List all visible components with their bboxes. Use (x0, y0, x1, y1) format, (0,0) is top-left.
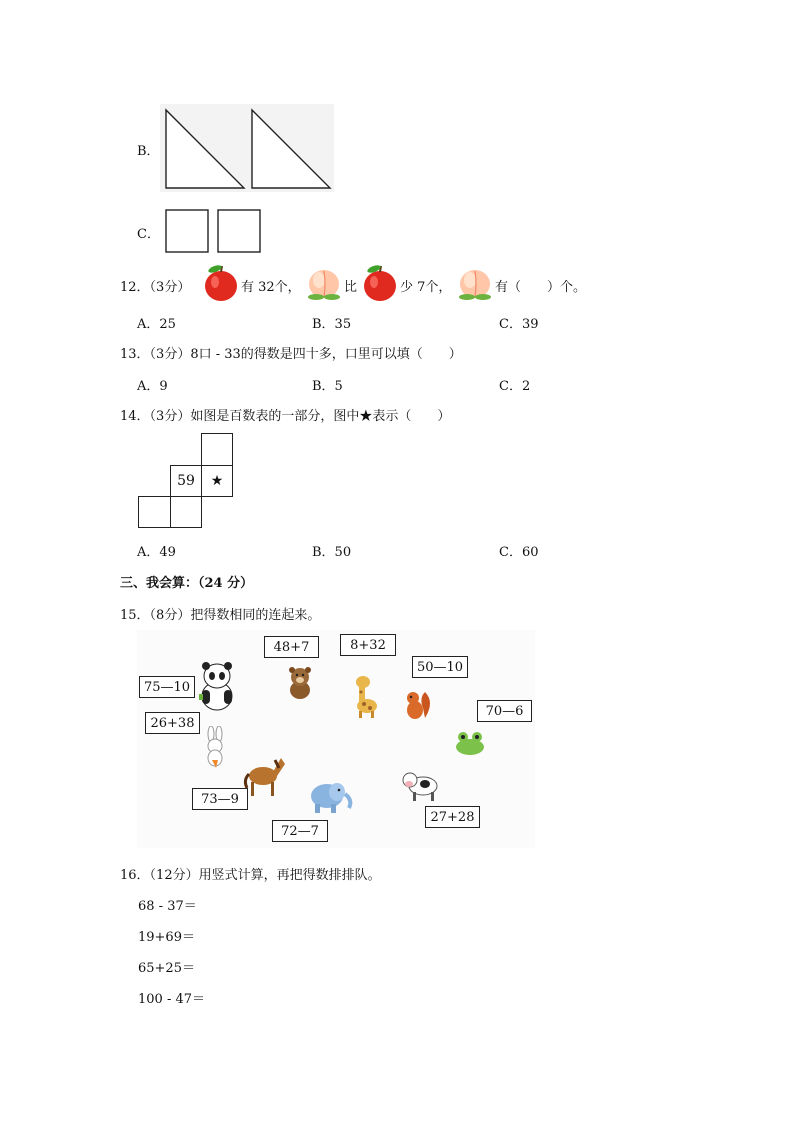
q12-option-a[interactable]: A．25 (137, 317, 176, 332)
chart-cell (138, 496, 171, 528)
q14-option-c[interactable]: C．60 (499, 545, 539, 560)
calc-problem-4: 100 - 47＝ (138, 992, 206, 1007)
q13-option-c[interactable]: C．2 (499, 379, 531, 394)
cow-icon[interactable] (401, 768, 439, 802)
calc-problem-1: 68 - 37＝ (138, 899, 197, 914)
calc-problem-2: 19+69＝ (138, 930, 195, 945)
q14-option-a[interactable]: A．49 (137, 545, 176, 560)
star-icon: ★ (210, 473, 224, 489)
calc-problem-3: 65+25＝ (138, 961, 195, 976)
expr-box[interactable]: 48+7 (264, 636, 319, 658)
option-b-label: B． (137, 144, 160, 159)
chart-cell-star (201, 465, 233, 497)
q16-text: 16．（12分）用竖式计算，再把得数排排队。 (120, 868, 381, 883)
matching-area (137, 630, 535, 848)
squirrel-icon[interactable] (403, 688, 433, 722)
rabbit-icon[interactable] (203, 726, 227, 768)
expr-box[interactable]: 72—7 (272, 820, 328, 842)
q12-part4: 有（ ）个。 (495, 280, 587, 295)
q12-number: 12．（3分） (120, 280, 191, 295)
option-c-squares (164, 208, 262, 254)
q12-part3: 少 7个， (400, 280, 452, 295)
q14-text: 14．（3分）如图是百数表的一部分，图中★表示（ ） (120, 409, 451, 424)
expr-box[interactable]: 70—6 (477, 700, 532, 722)
frog-icon[interactable] (453, 730, 487, 756)
peach-icon (457, 266, 493, 300)
q12-part2: 比 (344, 280, 358, 295)
chart-cell (170, 496, 202, 528)
horse-icon[interactable] (243, 754, 285, 798)
elephant-icon[interactable] (307, 778, 353, 814)
square-shape-1 (166, 210, 208, 252)
chart-cell (201, 433, 233, 466)
square-shape-2 (218, 210, 260, 252)
hundred-chart-fragment (138, 433, 234, 528)
expr-box[interactable]: 8+32 (340, 634, 396, 656)
expr-box[interactable]: 73—9 (192, 788, 248, 810)
option-b-triangles (160, 104, 334, 192)
chart-cell-59: 59 (170, 465, 202, 497)
expr-box[interactable]: 27+28 (425, 806, 480, 828)
q12-option-c[interactable]: C．39 (499, 317, 539, 332)
bear-icon[interactable] (287, 666, 313, 700)
q13-option-a[interactable]: A．9 (137, 379, 168, 394)
giraffe-icon[interactable] (349, 674, 379, 718)
option-c-label: C． (137, 227, 160, 242)
q15-text: 15．（8分）把得数相同的连起来。 (120, 608, 321, 623)
apple-icon (362, 264, 398, 302)
q12-part1: 有 32个， (241, 280, 301, 295)
expr-box[interactable]: 26+38 (145, 712, 200, 734)
q13-text: 13．（3分）8口 - 33的得数是四十多，口里可以填（ ） (120, 347, 462, 362)
q13-option-b[interactable]: B．5 (312, 379, 343, 394)
q14-option-b[interactable]: B．50 (312, 545, 352, 560)
panda-icon[interactable] (197, 660, 237, 712)
peach-icon (306, 266, 342, 300)
apple-icon (203, 264, 239, 302)
expr-box[interactable]: 75—10 (139, 676, 195, 698)
expr-box[interactable]: 50—10 (412, 656, 468, 678)
q12-option-b[interactable]: B．35 (312, 317, 352, 332)
section-title: 三、我会算：（24 分） (120, 576, 254, 591)
